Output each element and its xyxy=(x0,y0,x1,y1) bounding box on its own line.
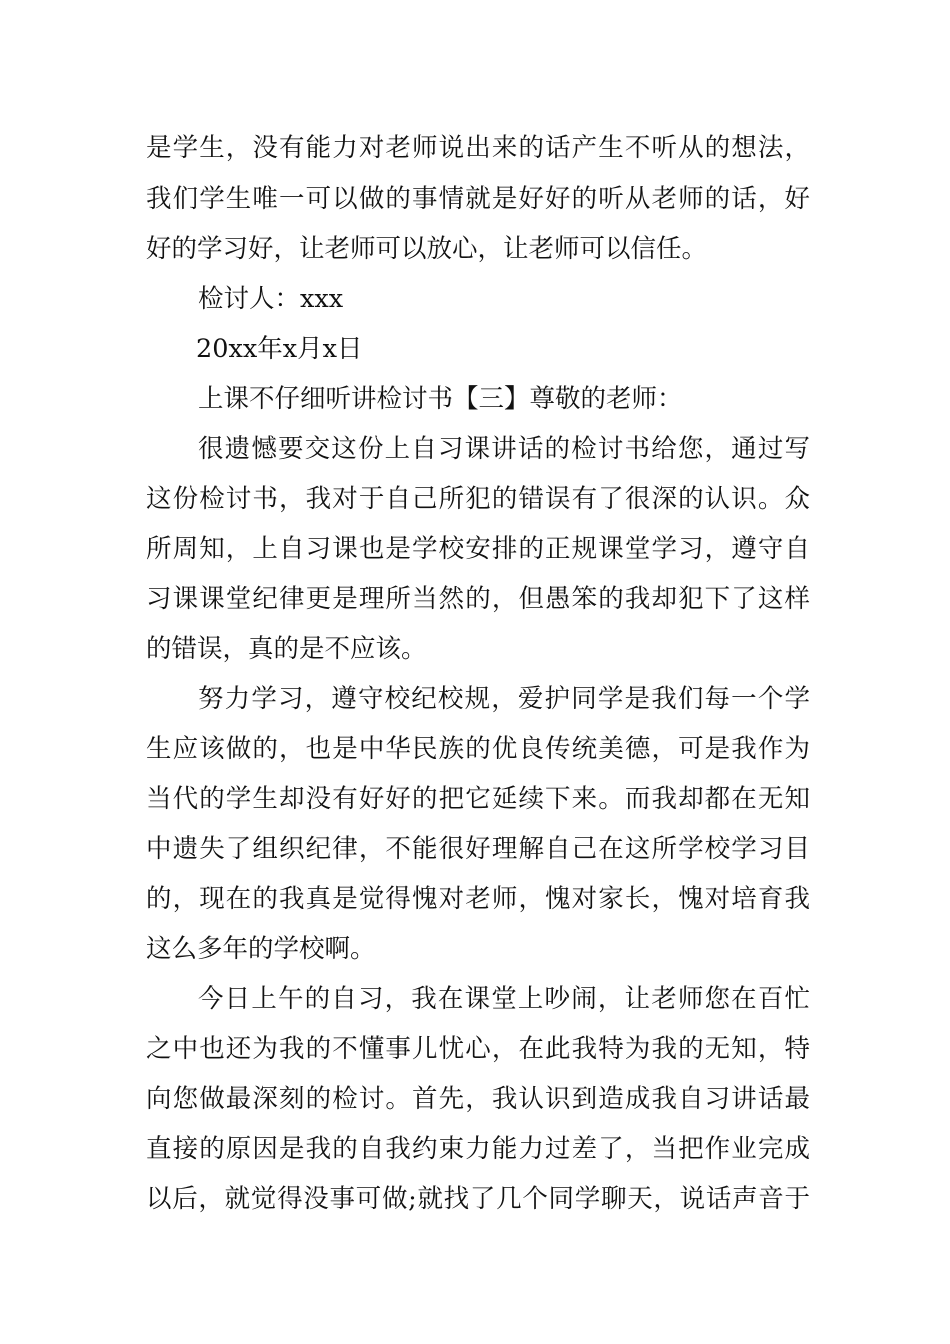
text-line: 生应该做的，也是中华民族的优良传统美德，可是我作为 xyxy=(146,734,810,764)
text-line: 以后，就觉得没事可做;就找了几个同学聊天，说话声音于 xyxy=(146,1184,810,1214)
text-line: 的，现在的我真是觉得愧对老师，愧对家长，愧对培育我 xyxy=(146,884,810,914)
text-line: 中遗失了组织纪律，不能很好理解自己在这所学校学习目 xyxy=(146,834,810,864)
section-heading: 上课不仔细听讲检讨书【三】尊敬的老师： xyxy=(198,384,683,414)
text-line: 的错误，真的是不应该。 xyxy=(146,634,427,664)
text-line: 今日上午的自习，我在课堂上吵闹，让老师您在百忙 xyxy=(198,984,810,1014)
signature-line: 检讨人：xxx xyxy=(198,284,344,314)
text-line: 习课课堂纪律更是理所当然的，但愚笨的我却犯下了这样 xyxy=(146,584,810,614)
text-line: 这么多年的学校啊。 xyxy=(146,934,376,964)
text-line: 向您做最深刻的检讨。首先，我认识到造成我自习讲话最 xyxy=(146,1084,810,1114)
text-line: 当代的学生却没有好好的把它延续下来。而我却都在无知 xyxy=(146,784,810,814)
text-line: 直接的原因是我的自我约束力能力过差了，当把作业完成 xyxy=(146,1134,810,1164)
text-line: 很遗憾要交这份上自习课讲话的检讨书给您，通过写 xyxy=(198,434,810,464)
date-line: 20xx年x月x日 xyxy=(196,334,363,364)
text-line: 我们学生唯一可以做的事情就是好好的听从老师的话，好 xyxy=(146,184,810,214)
text-line: 是学生，没有能力对老师说出来的话产生不听从的想法， xyxy=(146,133,810,163)
text-line: 所周知，上自习课也是学校安排的正规课堂学习，遵守自 xyxy=(146,534,810,564)
text-line: 好的学习好，让老师可以放心，让老师可以信任。 xyxy=(146,234,708,264)
text-line: 努力学习，遵守校纪校规，爱护同学是我们每一个学 xyxy=(198,684,810,714)
text-line: 这份检讨书，我对于自己所犯的错误有了很深的认识。众 xyxy=(146,484,810,514)
text-line: 之中也还为我的不懂事儿忧心，在此我特为我的无知，特 xyxy=(146,1034,810,1064)
